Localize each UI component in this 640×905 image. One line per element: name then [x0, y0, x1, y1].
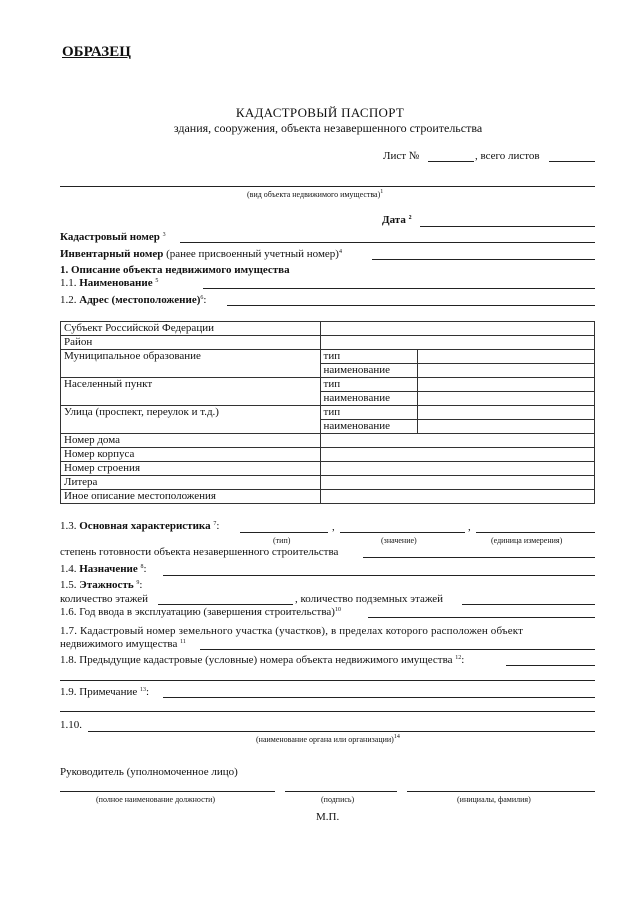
table-row	[61, 350, 595, 364]
table-label-litera: Литера	[61, 476, 321, 490]
date-label: Дата $^2$	[382, 214, 412, 226]
table-row	[61, 406, 595, 420]
signature-field[interactable]	[285, 791, 397, 792]
table-label-municipality: Муниципальное образование	[61, 350, 321, 378]
inventory-number-label: Инвентарный номер (ранее присвоенный учетный номер)$^4$	[60, 248, 342, 260]
table-row	[61, 434, 595, 448]
cadastral-number-field[interactable]	[180, 242, 595, 243]
address-table	[60, 321, 595, 504]
name-field[interactable]	[203, 288, 595, 289]
organ-caption: (наименование органа или организации)$^{14}$	[256, 734, 400, 744]
item-1-7-label-continued: недвижимого имущества $^{11}$	[60, 638, 186, 650]
street-type-cell[interactable]	[418, 406, 595, 420]
commissioning-year-field[interactable]	[368, 617, 595, 618]
house-value-cell[interactable]	[320, 434, 594, 448]
seal-placeholder: М.П.	[316, 811, 340, 823]
table-label-building: Номер корпуса	[61, 448, 321, 462]
table-label-type: тип	[320, 378, 418, 392]
object-type-caption: (вид объекта недвижимого имущества)$^1$	[247, 189, 384, 199]
date-field[interactable]	[420, 226, 595, 227]
sheet-number-field[interactable]	[428, 161, 474, 162]
item-1-6-label: 1.6. Год ввода в эксплуатацию (завершения строительства)$^{10}$	[60, 606, 341, 618]
total-sheets-field[interactable]	[549, 161, 595, 162]
underground-floors-field[interactable]	[462, 604, 595, 605]
table-label-structure: Номер строения	[61, 462, 321, 476]
municipality-name-cell[interactable]	[418, 364, 595, 378]
document-subtitle: здания, сооружения, объекта незавершенного строительства	[173, 121, 483, 135]
cadastral-number-label: Кадастровый номер $^3$	[60, 231, 166, 243]
table-label-subject: Субъект Российской Федерации	[61, 322, 321, 336]
comma-separator: ,	[468, 521, 471, 533]
table-label-street: Улица (проспект, переулок и т.д.)	[61, 406, 321, 434]
total-sheets-label: , всего листов	[475, 150, 540, 162]
initials-field[interactable]	[407, 791, 595, 792]
table-row	[61, 462, 595, 476]
previous-numbers-field-line-2[interactable]	[60, 680, 595, 681]
table-row	[61, 476, 595, 490]
underground-floors-label: , количество подземных этажей	[295, 593, 444, 605]
item-1-8-label: 1.8. Предыдущие кадастровые (условные) номера объекта недвижимого имущества $^{12}$:	[60, 654, 465, 666]
other-value-cell[interactable]	[320, 490, 594, 504]
item-1-10-label: 1.10.	[60, 719, 82, 731]
floors-count-field[interactable]	[158, 604, 293, 605]
table-row	[61, 336, 595, 350]
table-row	[61, 378, 595, 392]
section-1-heading: 1. Описание объекта недвижимого имущества	[60, 264, 290, 276]
purpose-field[interactable]	[163, 575, 595, 576]
settlement-type-cell[interactable]	[418, 378, 595, 392]
item-1-4-label: 1.4. Назначение $^8$:	[60, 563, 147, 575]
item-1-9-label: 1.9. Примечание $^{13}$:	[60, 686, 150, 698]
characteristic-type-field[interactable]	[240, 532, 328, 533]
inventory-number-field[interactable]	[372, 259, 595, 260]
initials-caption: (инициалы, фамилия)	[457, 795, 531, 804]
comma-separator: ,	[332, 521, 335, 533]
item-1-2-label: 1.2. Адрес (местоположение)$^6$:	[60, 294, 207, 306]
item-1-1-label: 1.1. Наименование $^5$	[60, 277, 159, 289]
note-field-line-2[interactable]	[60, 711, 595, 712]
land-plot-number-field[interactable]	[200, 649, 595, 650]
district-value-cell[interactable]	[320, 336, 594, 350]
table-label-name: наименование	[320, 392, 418, 406]
municipality-type-cell[interactable]	[418, 350, 595, 364]
address-field[interactable]	[227, 305, 595, 306]
item-1-3-label: 1.3. Основная характеристика $^7$:	[60, 520, 220, 532]
position-field[interactable]	[60, 791, 275, 792]
caption-value: (значение)	[381, 536, 417, 545]
organ-name-field[interactable]	[88, 731, 595, 732]
litera-value-cell[interactable]	[320, 476, 594, 490]
table-label-house: Номер дома	[61, 434, 321, 448]
subject-value-cell[interactable]	[320, 322, 594, 336]
street-name-cell[interactable]	[418, 420, 595, 434]
table-row	[61, 322, 595, 336]
signature-caption: (подпись)	[321, 795, 355, 804]
table-label-settlement: Населенный пункт	[61, 378, 321, 406]
readiness-field[interactable]	[363, 557, 595, 558]
caption-type: (тип)	[273, 536, 291, 545]
table-row	[61, 490, 595, 504]
item-1-7-label: 1.7. Кадастровый номер земельного участка (участков), в пределах которого расположен объект	[60, 625, 524, 637]
note-field[interactable]	[163, 697, 595, 698]
item-1-5-label: 1.5. Этажность $^9$:	[60, 579, 143, 591]
sample-stamp: ОБРАЗЕЦ	[62, 44, 131, 60]
table-label-name: наименование	[320, 420, 418, 434]
caption-unit: (единица измерения)	[491, 536, 563, 545]
position-caption: (полное наименование должности)	[96, 795, 216, 804]
table-label-type: тип	[320, 350, 418, 364]
characteristic-unit-field[interactable]	[476, 532, 595, 533]
table-row	[61, 448, 595, 462]
table-label-type: тип	[320, 406, 418, 420]
sheet-label: Лист №	[383, 150, 420, 162]
previous-numbers-field[interactable]	[506, 665, 595, 666]
readiness-label: степень готовности объекта незавершенного строительства	[60, 546, 339, 558]
floors-count-label: количество этажей	[60, 593, 149, 605]
table-label-district: Район	[61, 336, 321, 350]
table-label-name: наименование	[320, 364, 418, 378]
structure-value-cell[interactable]	[320, 462, 594, 476]
document-title: КАДАСТРОВЫЙ ПАСПОРТ	[235, 105, 405, 120]
settlement-name-cell[interactable]	[418, 392, 595, 406]
building-value-cell[interactable]	[320, 448, 594, 462]
characteristic-value-field[interactable]	[340, 532, 465, 533]
head-label: Руководитель (уполномоченное лицо)	[60, 766, 238, 778]
table-label-other: Иное описание местоположения	[61, 490, 321, 504]
object-type-field[interactable]	[60, 186, 595, 187]
